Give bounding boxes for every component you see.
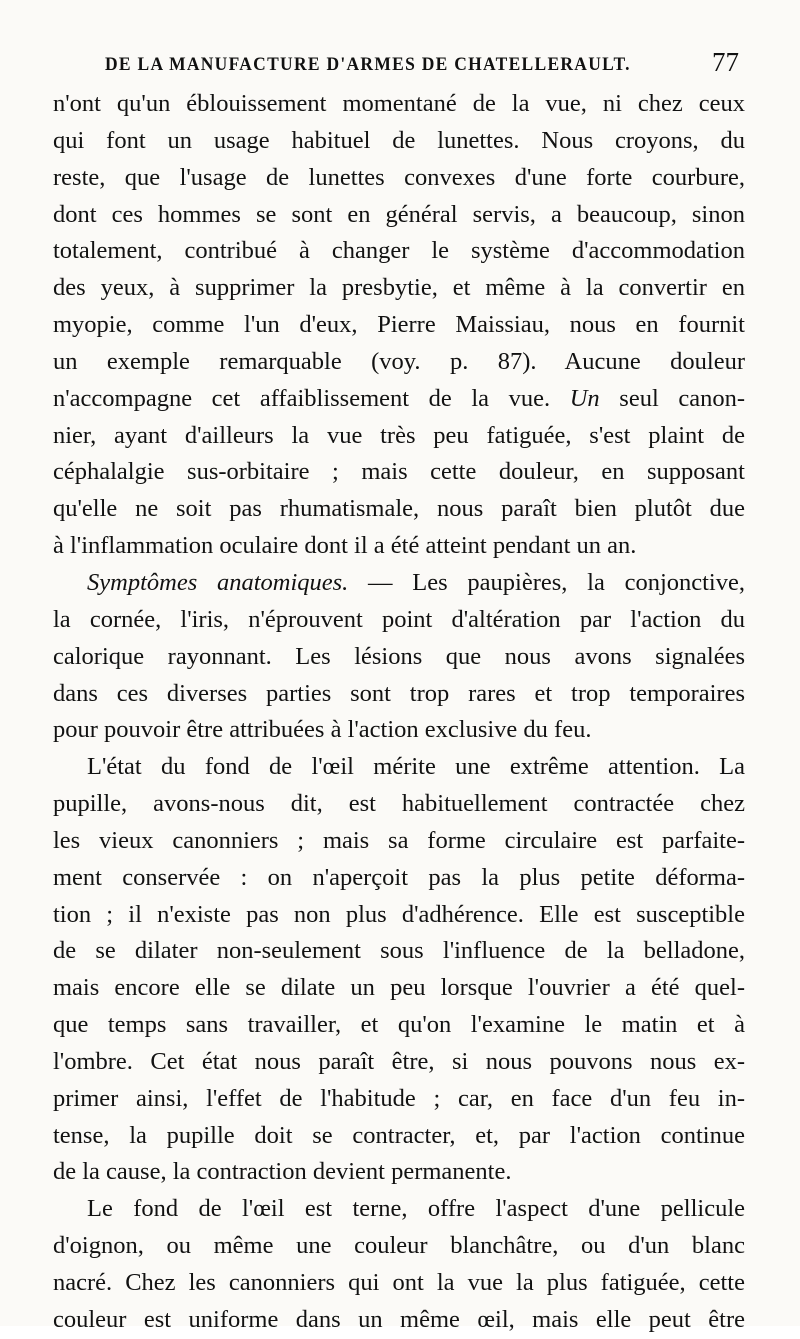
text-line: dans ces diverses parties sont trop rares et trop temporaires (53, 679, 745, 707)
paragraph-start-line: Le fond de l'œil est terne, offre l'aspect d'une pellicule (87, 1195, 745, 1223)
text-line: un exemple remarquable (voy. p. 87). Aucune douleur (53, 347, 745, 375)
text-line: nacré. Chez les canonniers qui ont la vue la plus fatiguée, cette (53, 1269, 745, 1296)
paragraph-start-line: L'état du fond de l'œil mérite une extrême attention. La (87, 753, 745, 781)
text-line: des yeux, à supprimer la presbytie, et même à la convertir en (53, 274, 745, 302)
text-line: nier, ayant d'ailleurs la vue très peu fatiguée, s'est plaint de (53, 421, 745, 449)
text-line: reste, que l'usage de lunettes convexes d'une forte courbure, (53, 163, 745, 191)
text-line: d'oignon, ou même une couleur blanchâtre, ou d'un blanc (53, 1232, 745, 1260)
text-line: qui font un usage habituel de lunettes. Nous croyons, du (53, 126, 745, 154)
text-line: calorique rayonnant. Les lésions que nous avons signalées (53, 642, 745, 670)
page-header (105, 36, 745, 76)
text-line: n'ont qu'un éblouissement momentané de la vue, ni chez ceux (53, 90, 745, 117)
text-line: n'accompagne cet affaiblissement de la vue. Un seul canon- (53, 384, 745, 412)
text-line: les vieux canonniers ; mais sa forme circulaire est parfaite- (53, 826, 745, 854)
italic-word: Un (569, 384, 600, 412)
text-line: qu'elle ne soit pas rhumatismale, nous paraît bien plutôt due (53, 495, 745, 523)
body-text (53, 86, 745, 1339)
text-line: tense, la pupille doit se contracter, et, par l'action continue (53, 1121, 745, 1149)
paragraph-end-line: à l'inflammation oculaire dont il a été atteint pendant un an. (53, 532, 637, 560)
text-line: totalement, contribué à changer le système d'accommodation (53, 237, 745, 265)
text-line: pupille, avons-nous dit, est habituellement contractée chez (53, 790, 745, 818)
text-line: mais encore elle se dilate un peu lorsque l'ouvrier a été quel- (53, 974, 745, 1002)
text-line: tion ; il n'existe pas non plus d'adhérence. Elle est susceptible (53, 900, 745, 928)
running-head: DE LA MANUFACTURE D'ARMES DE CHATELLERAULT. (105, 54, 631, 75)
text-line: l'ombre. Cet état nous paraît être, si nous pouvons nous ex- (53, 1047, 745, 1075)
section-heading-line: Symptômes anatomiques. — Les paupières, la conjonctive, (87, 568, 745, 596)
text-line: la cornée, l'iris, n'éprouvent point d'altération par l'action du (53, 605, 745, 633)
section-heading: Symptômes anatomiques. (87, 568, 349, 596)
text-line: céphalalgie sus-orbitaire ; mais cette douleur, en supposant (53, 458, 745, 486)
page-number: 77 (712, 47, 739, 77)
paragraph-end-line: pour pouvoir être attribuées à l'action exclusive du feu. (53, 716, 592, 744)
text-line: primer ainsi, l'effet de l'habitude ; car, en face d'un feu in- (53, 1084, 745, 1112)
text-line: myopie, comme l'un d'eux, Pierre Maissiau, nous en fournit (53, 311, 745, 339)
text-line: couleur est uniforme dans un même œil, mais elle peut être (53, 1305, 745, 1333)
text-line: ment conservée : on n'aperçoit pas la plus petite déforma- (53, 863, 745, 891)
paragraph-end-line: de la cause, la contraction devient permanente. (53, 1158, 512, 1186)
text-line: dont ces hommes se sont en général servis, a beaucoup, sinon (53, 200, 745, 228)
text-line: de se dilater non-seulement sous l'influence de la belladone, (53, 937, 745, 965)
text-line: que temps sans travailler, et qu'on l'examine le matin et à (53, 1011, 745, 1039)
